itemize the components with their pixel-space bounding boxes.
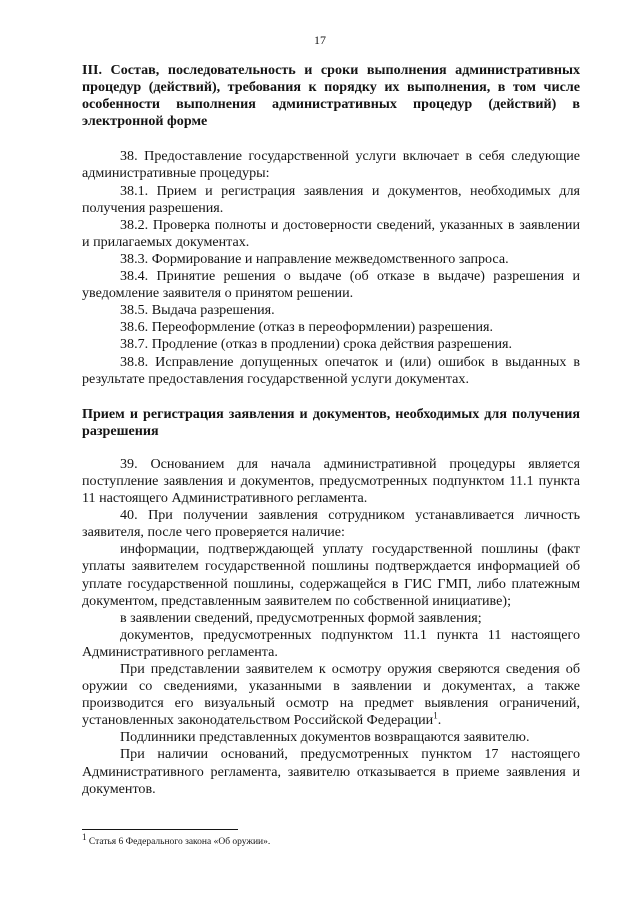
footnote-reference: 1 [433,710,438,721]
footnote-text: Статья 6 Федерального закона «Об оружии». [88,837,271,847]
paragraph-38: 38. Предоставление государственной услуги включает в себя следующие административные процедуры: [82,148,580,182]
spacer [82,388,580,406]
paragraph-38-2: 38.2. Проверка полноты и достоверности сведений, указанных в заявлении и прилагаемых документах. [82,216,580,250]
section-heading: III. Состав, последовательность и сроки выполнения административных процедур (действий), требования к порядку их выполнения, в том числе особенности выполнения административных процедур (действий) в электронной форме [82,62,580,130]
document-body [82,62,580,798]
footnote-marker: 1 [82,831,87,842]
footnote [82,831,580,848]
paragraph-refusal: При наличии оснований, предусмотренных пунктом 17 настоящего Административного регламента, заявителю отказывается в приеме заявления и документов. [82,746,580,797]
paragraph-39: 39. Основанием для начала административной процедуры является поступление заявления и документов, предусмотренных подпунктом 11.1 пункта 11 настоящего Административного регламента. [82,455,580,507]
paragraph-40-item-fee: информации, подтверждающей уплату государственной пошлины (факт уплаты заявителем государственной пошлины подтверждается информацией об уплате государственной пошлины, содержащейся в ГИС ГМП, либо платежным документом, представленным заявителем по собственной инициативе); [82,541,580,609]
paragraph-40-item-form: в заявлении сведений, предусмотренных формой заявления; [120,609,482,626]
paragraph-38-8: 38.8. Исправление допущенных опечаток и (или) ошибок в выданных в результате предоставления государственной услуги документах. [82,353,580,387]
paragraph-38-3: 38.3. Формирование и направление межведомственного запроса. [120,250,509,267]
paragraph-38-6: 38.6. Переоформление (отказ в переоформлении) разрешения. [120,319,494,336]
subsection-heading: Прием и регистрация заявления и документов, необходимых для получения разрешения [82,405,580,439]
paragraph-38-4: 38.4. Принятие решения о выдаче (об отказе в выдаче) разрешения и уведомление заявителя о принятом решении. [82,268,580,302]
spacer [82,440,580,456]
paragraph-40-item-documents: документов, предусмотренных подпунктом 11.1 пункта 11 настоящего Административного регламента. [82,626,580,660]
paragraph-38-1: 38.1. Прием и регистрация заявления и документов, необходимых для получения разрешения. [82,182,580,216]
footnote-divider [82,829,238,830]
paragraph-originals-returned: Подлинники представленных документов возвращаются заявителю. [120,729,530,746]
paragraph-38-7: 38.7. Продление (отказ в продлении) срока действия разрешения. [120,336,513,353]
paragraph-weapon-text: При представлении заявителем к осмотру оружия сверяются сведения об оружии со сведениями, указанными в заявлении и документах, а также производится его визуальный осмотр на предмет выявления ограничений, установленных законодательством Российской Федерации [82,661,580,729]
paragraph-weapon-inspection: При представлении заявителем к осмотру оружия сверяются сведения об оружии со сведениями, указанными в заявлении и документах, а также производится его визуальный осмотр на предмет выявления ограничений, установленных законодательством Российской Федерации$^1$. [82,661,580,729]
page-number: 17 [314,33,326,47]
paragraph-38-5: 38.5. Выдача разрешения. [120,302,275,319]
spacer [82,130,580,148]
paragraph-40: 40. При получении заявления сотрудником устанавливается личность заявителя, после чего проверяется наличие: [82,507,580,541]
